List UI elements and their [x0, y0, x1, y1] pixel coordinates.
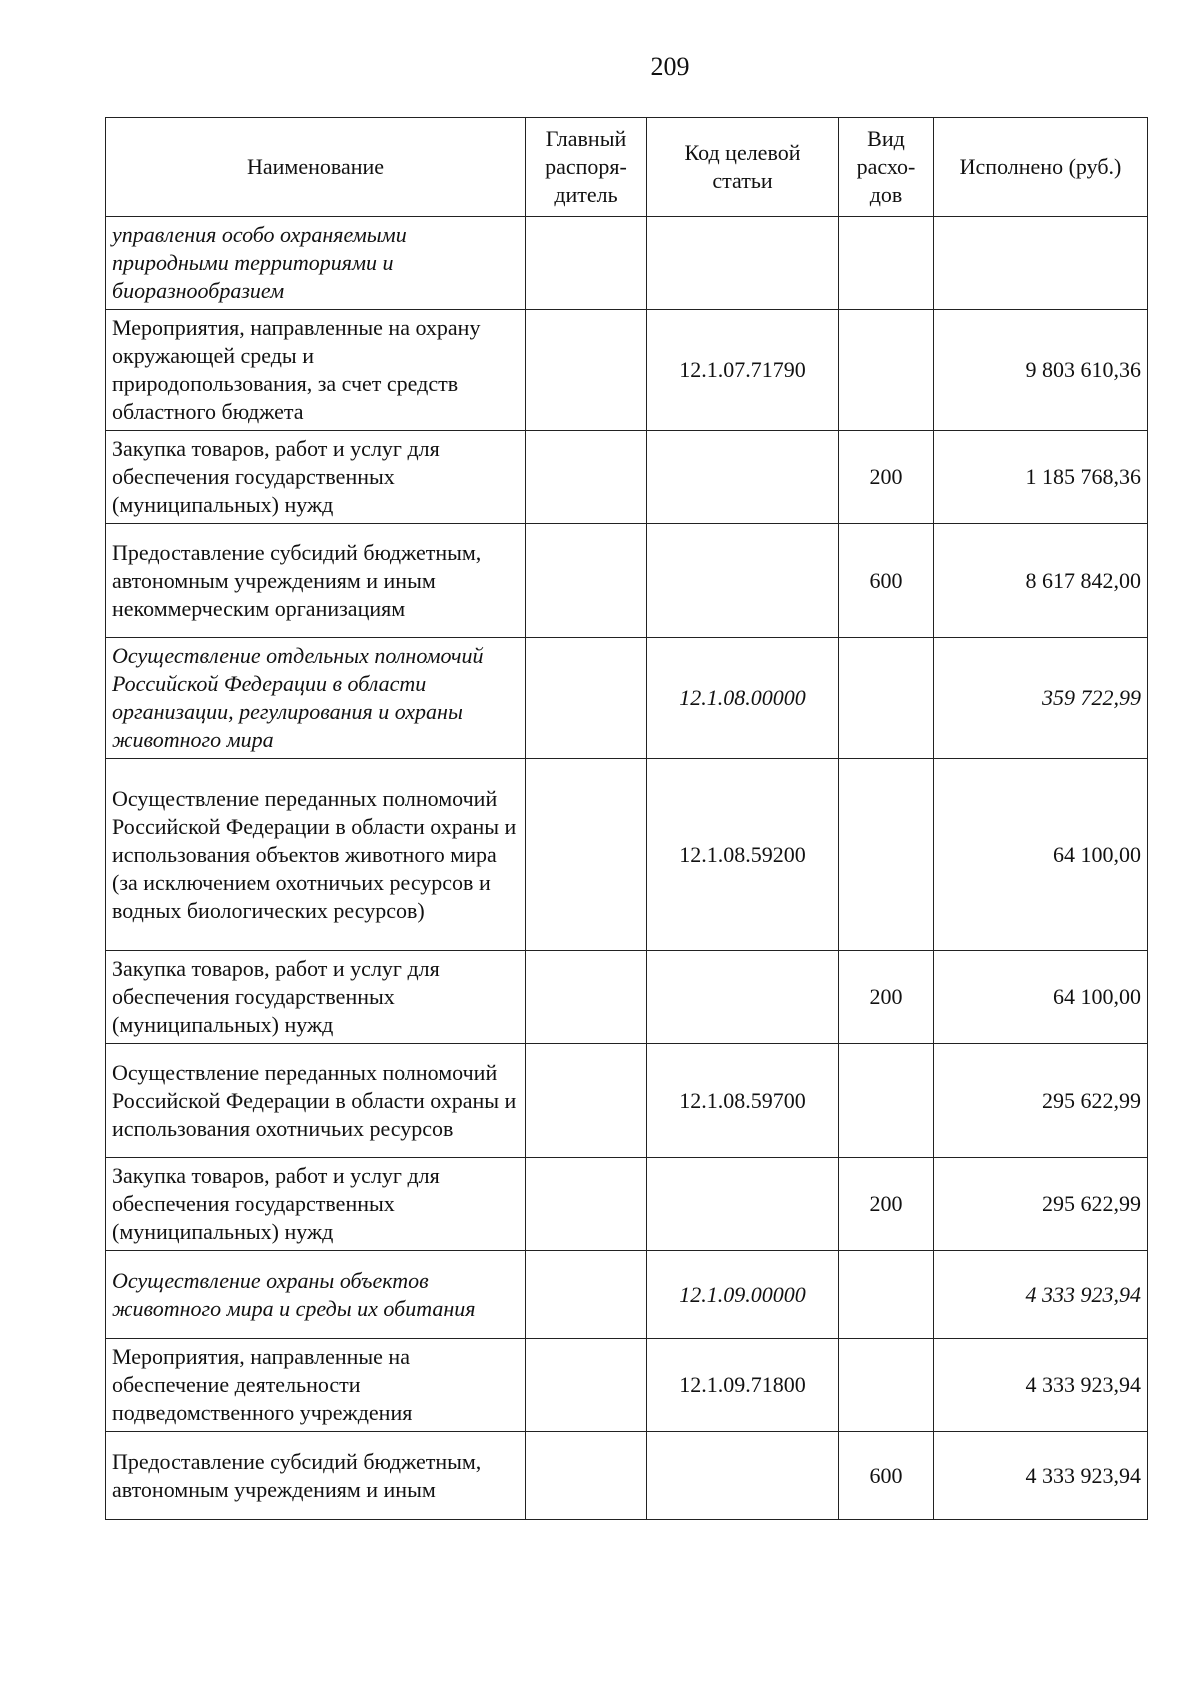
cell-name: Предоставление субсидий бюджетным, автономным учреждениям и иным [106, 1432, 526, 1520]
table-body [106, 217, 1148, 1520]
table-header-row [106, 118, 1148, 217]
table-row [106, 638, 1148, 759]
table-row [106, 217, 1148, 310]
cell-type: 200 [839, 951, 934, 1044]
table-row [106, 310, 1148, 431]
cell-name: Мероприятия, направленные на охрану окружающей среды и природопользования, за счет средств областного бюджета [106, 310, 526, 431]
cell-type [839, 217, 934, 310]
header-done: Исполнено (руб.) [934, 118, 1148, 217]
budget-table [105, 117, 1148, 1520]
cell-type: 200 [839, 431, 934, 524]
cell-code [647, 1432, 839, 1520]
cell-name: Предоставление субсидий бюджетным, автономным учреждениям и иным некоммерческим организациям [106, 524, 526, 638]
cell-type [839, 1251, 934, 1339]
cell-done: 359 722,99 [934, 638, 1148, 759]
cell-type [839, 1044, 934, 1158]
table-row [106, 524, 1148, 638]
cell-chief [526, 1339, 647, 1432]
cell-code: 12.1.07.71790 [647, 310, 839, 431]
cell-chief [526, 1432, 647, 1520]
cell-code [647, 524, 839, 638]
cell-code: 12.1.08.00000 [647, 638, 839, 759]
cell-name: управления особо охраняемыми природными территориями и биоразнообразием [106, 217, 526, 310]
table-row [106, 1339, 1148, 1432]
table-row [106, 1158, 1148, 1251]
cell-type [839, 759, 934, 951]
cell-type [839, 638, 934, 759]
header-chief: Главный распоря-дитель [526, 118, 647, 217]
cell-type: 600 [839, 524, 934, 638]
cell-code: 12.1.09.71800 [647, 1339, 839, 1432]
table-row [106, 1044, 1148, 1158]
header-code: Код целевой статьи [647, 118, 839, 217]
cell-code [647, 951, 839, 1044]
cell-done: 1 185 768,36 [934, 431, 1148, 524]
cell-code [647, 1158, 839, 1251]
cell-done: 4 333 923,94 [934, 1432, 1148, 1520]
cell-type: 200 [839, 1158, 934, 1251]
cell-name: Осуществление переданных полномочий Российской Федерации в области охраны и использования объектов животного мира (за исключением охотничьих ресурсов и водных биологических ресурсов) [106, 759, 526, 951]
cell-name: Закупка товаров, работ и услуг для обеспечения государственных (муниципальных) нужд [106, 431, 526, 524]
cell-code: 12.1.08.59700 [647, 1044, 839, 1158]
header-type: Вид расхо-дов [839, 118, 934, 217]
table-row [106, 1432, 1148, 1520]
cell-chief [526, 310, 647, 431]
cell-done: 9 803 610,36 [934, 310, 1148, 431]
table-row [106, 431, 1148, 524]
table-row [106, 759, 1148, 951]
cell-type [839, 1339, 934, 1432]
cell-done: 4 333 923,94 [934, 1251, 1148, 1339]
cell-chief [526, 217, 647, 310]
cell-code [647, 431, 839, 524]
cell-name: Осуществление охраны объектов животного мира и среды их обитания [106, 1251, 526, 1339]
cell-chief [526, 1251, 647, 1339]
table-row [106, 951, 1148, 1044]
cell-done [934, 217, 1148, 310]
cell-done: 295 622,99 [934, 1158, 1148, 1251]
cell-name: Закупка товаров, работ и услуг для обеспечения государственных (муниципальных) нужд [106, 1158, 526, 1251]
cell-chief [526, 638, 647, 759]
cell-name: Закупка товаров, работ и услуг для обеспечения государственных (муниципальных) нужд [106, 951, 526, 1044]
cell-done: 295 622,99 [934, 1044, 1148, 1158]
cell-done: 64 100,00 [934, 951, 1148, 1044]
cell-chief [526, 1158, 647, 1251]
cell-chief [526, 951, 647, 1044]
page-number: 209 [650, 52, 690, 81]
cell-chief [526, 759, 647, 951]
cell-done: 64 100,00 [934, 759, 1148, 951]
cell-type: 600 [839, 1432, 934, 1520]
header-name: Наименование [106, 118, 526, 217]
cell-chief [526, 524, 647, 638]
cell-chief [526, 431, 647, 524]
cell-code: 12.1.09.00000 [647, 1251, 839, 1339]
cell-type [839, 310, 934, 431]
cell-name: Мероприятия, направленные на обеспечение деятельности подведомственного учреждения [106, 1339, 526, 1432]
cell-name: Осуществление отдельных полномочий Российской Федерации в области организации, регулирования и охраны животного мира [106, 638, 526, 759]
cell-done: 4 333 923,94 [934, 1339, 1148, 1432]
cell-chief [526, 1044, 647, 1158]
cell-code [647, 217, 839, 310]
table-row [106, 1251, 1148, 1339]
cell-name: Осуществление переданных полномочий Российской Федерации в области охраны и использования охотничьих ресурсов [106, 1044, 526, 1158]
cell-code: 12.1.08.59200 [647, 759, 839, 951]
cell-done: 8 617 842,00 [934, 524, 1148, 638]
